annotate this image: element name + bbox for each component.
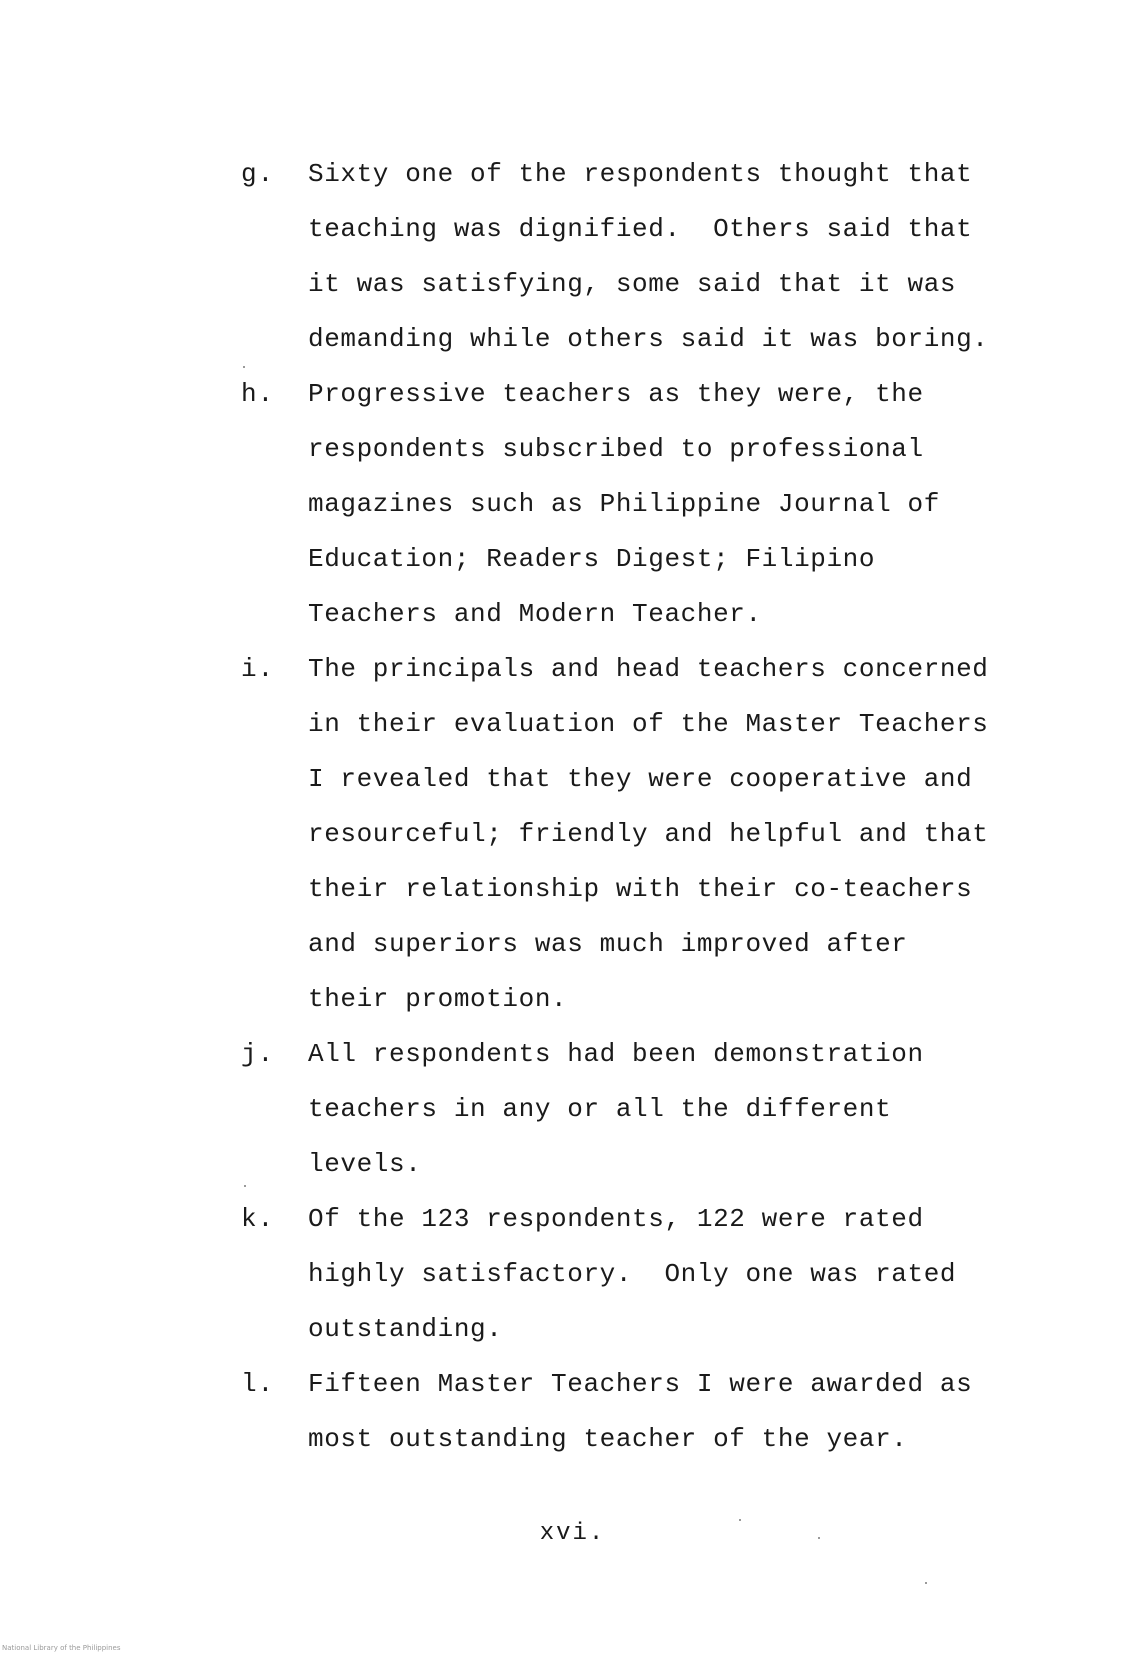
item-line: their relationship with their co-teachers [308,874,973,904]
scan-speck [925,1582,927,1584]
item-line: All respondents had been demonstration [308,1039,924,1069]
item-line: magazines such as Philippine Journal of [308,489,940,519]
item-line: Education; Readers Digest; Filipino [308,544,876,574]
item-marker: i. [241,654,275,684]
item-line: levels. [308,1149,422,1179]
scan-footer: National Library of the Philippines [2,1644,121,1652]
item-line: demanding while others said it was boring. [308,324,989,354]
item-line: Of the 123 respondents, 122 were rated [308,1204,924,1234]
scan-speck [243,366,245,368]
item-line: Progressive teachers as they were, the [308,379,924,409]
scan-speck [818,1537,820,1539]
scan-speck [244,1185,246,1187]
item-line: Sixty one of the respondents thought that [308,159,973,189]
item-line: I revealed that they were cooperative and [308,764,973,794]
item-line: most outstanding teacher of the year. [308,1424,908,1454]
item-line: The principals and head teachers concerned [308,654,989,684]
item-line: respondents subscribed to professional [308,434,924,464]
item-line: in their evaluation of the Master Teachers [308,709,989,739]
item-line: Fifteen Master Teachers I were awarded as [308,1369,973,1399]
item-marker: k. [241,1204,275,1234]
item-marker: j. [241,1039,275,1069]
item-line: Teachers and Modern Teacher. [308,599,762,629]
item-marker: g. [241,159,275,189]
item-line: their promotion. [308,984,568,1014]
item-line: it was satisfying, some said that it was [308,269,957,299]
item-line: and superiors was much improved after [308,929,908,959]
item-line: resourceful; friendly and helpful and that [308,819,989,849]
item-marker: h. [241,379,275,409]
item-line: outstanding. [308,1314,503,1344]
item-line: teachers in any or all the different [308,1094,892,1124]
scan-speck [739,1519,741,1521]
item-line: highly satisfactory. Only one was rated [308,1259,957,1289]
item-marker: l. [241,1369,275,1399]
page-number: xvi. [539,1520,606,1547]
item-line: teaching was dignified. Others said that [308,214,973,244]
